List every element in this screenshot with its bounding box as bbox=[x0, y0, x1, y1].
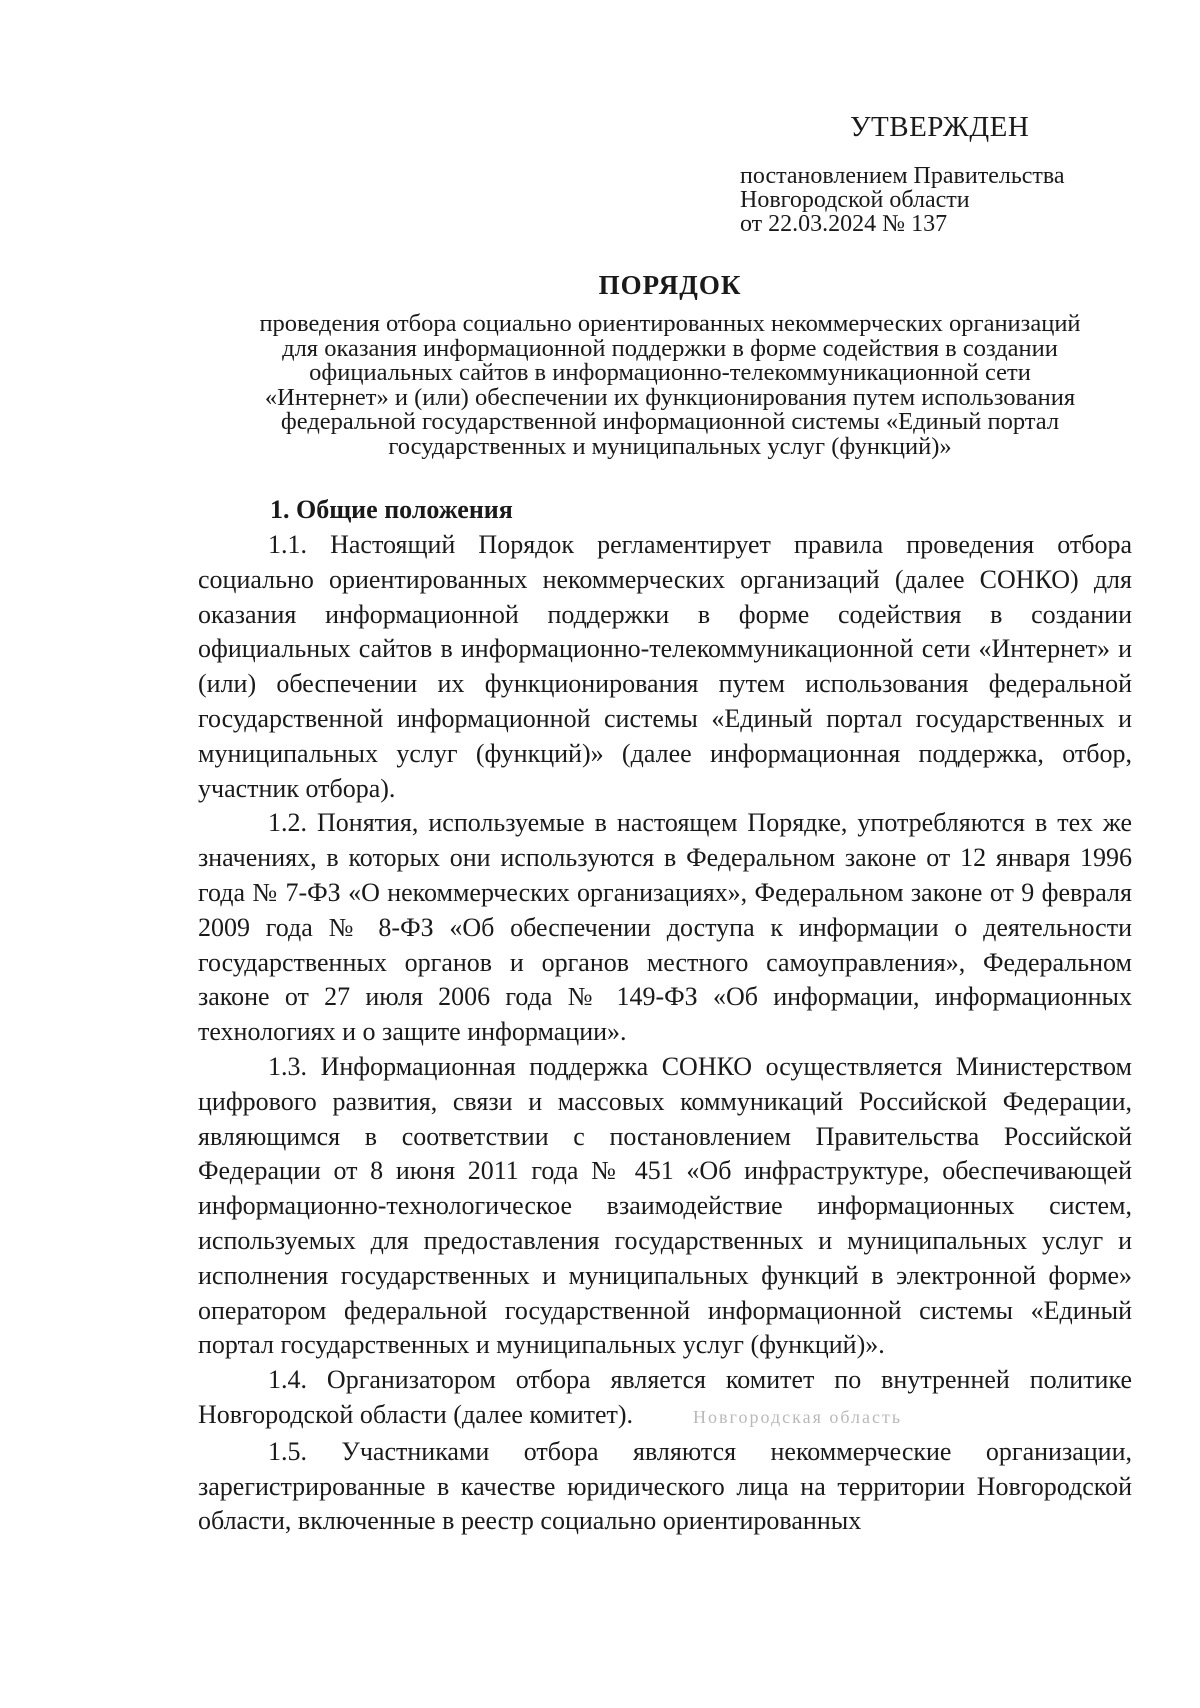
subtitle-line: государственных и муниципальных услуг (функций)» bbox=[388, 432, 952, 460]
subtitle-line: проведения отбора социально ориентированных некоммерческих организаций bbox=[259, 310, 1081, 337]
approval-title: УТВЕРЖДЕН bbox=[850, 111, 1030, 143]
faint-scan-text: Новгородская область bbox=[693, 1406, 903, 1427]
subtitle-line: для оказания информационной поддержки в форме содействия в создании bbox=[282, 334, 1058, 362]
section-heading: 1. Общие положения bbox=[270, 495, 513, 524]
document-subtitle bbox=[190, 312, 1150, 459]
paragraph-1-2: 1.2. Понятия, используемые в настоящем Порядке, употребляются в тех же значениях, в которых они используются в Федеральном законе от 12 января 1996 года № 7-ФЗ «О некоммерческих организациях», Федеральном законе от 9 февраля 2009 года № 8-ФЗ «Об обеспечении доступа к информации о деятельности государственных органов и органов местного самоуправления», Федеральном законе от 27 июля 2006 года № 149-ФЗ «Об информации, информационных технологиях и о защите информации». bbox=[198, 808, 1132, 1047]
paragraph-1-3: 1.3. Информационная поддержка СОНКО осуществляется Министерством цифрового развития, связи и массовых коммуникаций Российской Федерации, являющимся в соответствии с постановлением Правительства Российской Федерации от 8 июня 2011 года № 451 «Об инфраструктуре, обеспечивающей информационно-технологическое взаимодействие информационных систем, используемых для предоставления государственных и муниципальных услуг и исполнения государственных и муниципальных функций в электронной форме» оператором федеральной государственной информационной системы «Единый портал государственных и муниципальных услуг (функций)». bbox=[198, 1051, 1132, 1360]
paragraph-1-4 bbox=[198, 1363, 1132, 1435]
document-title: ПОРЯДОК bbox=[598, 270, 742, 300]
approval-stamp bbox=[740, 110, 1170, 236]
document-body bbox=[198, 528, 1132, 1539]
approval-line-3: от 22.03.2024 № 137 bbox=[740, 211, 948, 237]
approval-line-1: постановлением Правительства bbox=[740, 163, 1065, 189]
subtitle-line: официальных сайтов в информационно-телекоммуникационной сети bbox=[309, 359, 1031, 386]
paragraph-1-5: 1.5. Участниками отбора являются некоммерческие организации, зарегистрированные в качестве юридического лица на территории Новгородской области, включенные в реестр социально ориентированных bbox=[198, 1436, 1132, 1536]
paragraph-1-4-text: 1.4. Организатором отбора является комитет по внутренней политике Новгородской области (далее комитет). bbox=[198, 1365, 1132, 1429]
approval-line-2: Новгородской области bbox=[740, 187, 970, 213]
subtitle-line: «Интернет» и (или) обеспечении их функционирования путем использования bbox=[264, 383, 1076, 411]
paragraph-1-1: 1.1. Настоящий Порядок регламентирует правила проведения отбора социально ориентированных некоммерческих организаций (далее СОНКО) для оказания информационной поддержки в форме содействия в создании официальных сайтов в информационно-телекоммуникационной сети «Интернет» и (или) обеспечении их функционирования путем использования федеральной государственной информационной системы «Единый портал государственных и муниципальных услуг (функций)» (далее информационная поддержка, отбор, участник отбора). bbox=[198, 530, 1132, 803]
subtitle-line: федеральной государственной информационной системы «Единый портал bbox=[280, 408, 1060, 435]
